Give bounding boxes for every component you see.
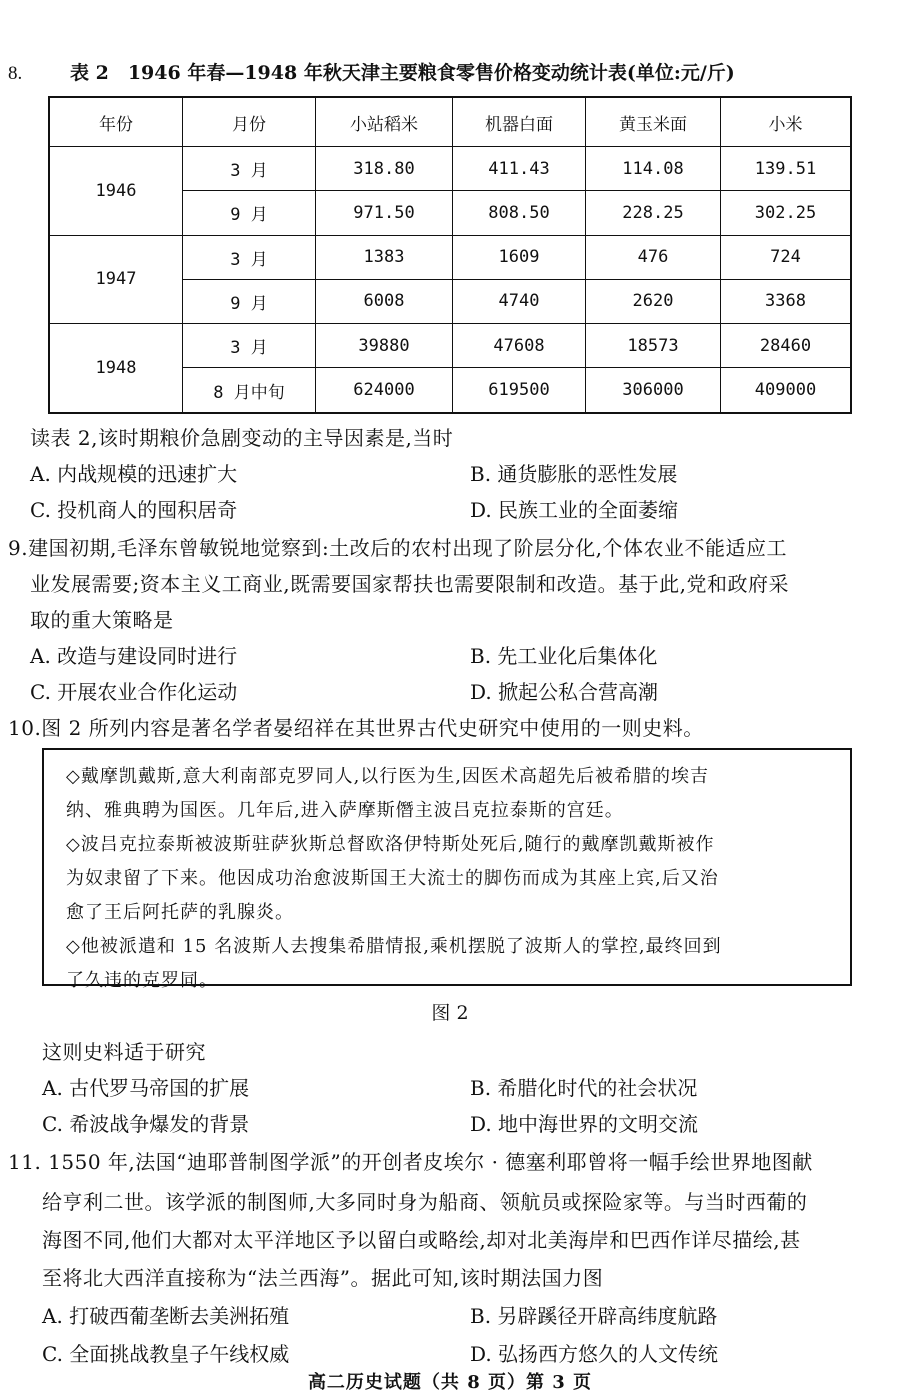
price-cell: 114.08	[586, 147, 721, 191]
price-cell: 808.50	[453, 191, 586, 235]
header-millet: 小米	[721, 97, 852, 147]
year-cell: 1946	[49, 147, 183, 236]
q9-option-b[interactable]: B. 先工业化后集体化	[470, 644, 658, 668]
price-cell: 409000	[721, 368, 852, 413]
q8-option-b[interactable]: B. 通货膨胀的恶性发展	[470, 462, 678, 486]
source-line: 为奴隶留了下来。他因成功治愈波斯国王大流士的脚伤而成为其座上宾,后又治	[66, 868, 719, 889]
price-cell: 411.43	[453, 147, 586, 191]
q10-option-d[interactable]: D. 地中海世界的文明交流	[470, 1112, 699, 1136]
year-cell: 1947	[49, 235, 183, 324]
price-cell: 28460	[721, 324, 852, 368]
q8-option-d[interactable]: D. 民族工业的全面萎缩	[470, 498, 679, 522]
table-title: 表 2 1946 年春—1948 年秋天津主要粮食零售价格变动统计表(单位:元/斤)	[70, 62, 735, 84]
month-cell: 9 月	[183, 279, 316, 323]
month-cell: 9 月	[183, 191, 316, 235]
price-cell: 3368	[721, 279, 852, 323]
table-row	[49, 147, 851, 191]
source-line: 纳、雅典聘为国医。几年后,进入萨摩斯僭主波吕克拉泰斯的宫廷。	[66, 800, 624, 821]
header-corn: 黄玉米面	[586, 97, 721, 147]
price-cell: 1609	[453, 235, 586, 279]
q10-line: 10.图 2 所列内容是著名学者晏绍祥在其世界古代史研究中使用的一则史料。	[8, 716, 704, 740]
q8-number: 8.	[8, 63, 23, 84]
price-cell: 139.51	[721, 147, 852, 191]
table-row	[49, 235, 851, 279]
price-cell: 228.25	[586, 191, 721, 235]
page-footer: 高二历史试题（共 8 页）第 3 页	[307, 1372, 593, 1393]
q8-stem: 读表 2,该时期粮价急剧变动的主导因素是,当时	[30, 426, 454, 450]
grain-price-table	[48, 96, 852, 414]
q11-option-b[interactable]: B. 另辟蹊径开辟高纬度航路	[470, 1304, 718, 1328]
q11-option-c[interactable]: C. 全面挑战教皇子午线权威	[42, 1342, 290, 1366]
q10-stem: 这则史料适于研究	[42, 1040, 206, 1064]
price-cell: 724	[721, 235, 852, 279]
q8-option-a[interactable]: A. 内战规模的迅速扩大	[30, 462, 238, 486]
price-cell: 318.80	[316, 147, 453, 191]
q11-option-a[interactable]: A. 打破西葡垄断去美洲拓殖	[42, 1304, 290, 1328]
price-cell: 624000	[316, 368, 453, 413]
q9-line: 业发展需要;资本主义工商业,既需要国家帮扶也需要限制和改造。基于此,党和政府采	[30, 572, 789, 596]
q11-line: 给亨利二世。该学派的制图师,大多同时身为船商、领航员或探险家等。与当时西葡的	[42, 1190, 808, 1214]
price-cell: 39880	[316, 324, 453, 368]
q9-line: 取的重大策略是	[30, 608, 174, 632]
q10-option-a[interactable]: A. 古代罗马帝国的扩展	[42, 1076, 250, 1100]
price-cell: 18573	[586, 324, 721, 368]
source-line: ◇他被派遣和 15 名波斯人去搜集希腊情报,乘机摆脱了波斯人的掌控,最终回到	[66, 936, 722, 957]
q11-line: 11. 1550 年,法国“迪耶普制图学派”的开创者皮埃尔 · 德塞利耶曾将一幅手绘世界地图献	[8, 1150, 813, 1174]
q9-option-a[interactable]: A. 改造与建设同时进行	[30, 644, 238, 668]
price-cell: 6008	[316, 279, 453, 323]
header-flour: 机器白面	[453, 97, 586, 147]
price-cell: 619500	[453, 368, 586, 413]
price-cell: 302.25	[721, 191, 852, 235]
price-cell: 4740	[453, 279, 586, 323]
source-line: ◇戴摩凯戴斯,意大利南部克罗同人,以行医为生,因医术高超先后被希腊的埃吉	[66, 766, 710, 787]
price-cell: 1383	[316, 235, 453, 279]
q10-option-b[interactable]: B. 希腊化时代的社会状况	[470, 1076, 698, 1100]
price-cell: 971.50	[316, 191, 453, 235]
table-row	[49, 324, 851, 368]
q9-option-c[interactable]: C. 开展农业合作化运动	[30, 680, 238, 704]
source-line: 愈了王后阿托萨的乳腺炎。	[66, 902, 294, 923]
month-cell: 3 月	[183, 324, 316, 368]
q8-option-c[interactable]: C. 投机商人的囤积居奇	[30, 498, 238, 522]
price-cell: 2620	[586, 279, 721, 323]
q11-option-d[interactable]: D. 弘扬西方悠久的人文传统	[470, 1342, 719, 1366]
q8-title	[8, 58, 735, 85]
q9-line: 9.建国初期,毛泽东曾敏锐地觉察到:土改后的农村出现了阶层分化,个体农业不能适应工	[8, 536, 788, 560]
q10-option-c[interactable]: C. 希波战争爆发的背景	[42, 1112, 250, 1136]
q9-option-d[interactable]: D. 掀起公私合营高潮	[470, 680, 659, 704]
year-cell: 1948	[49, 324, 183, 413]
header-rice: 小站稻米	[316, 97, 453, 147]
month-cell: 3 月	[183, 235, 316, 279]
q11-line: 海图不同,他们大都对太平洋地区予以留白或略绘,却对北美海岸和巴西作详尽描绘,甚	[42, 1228, 801, 1252]
q11-line: 至将北大西洋直接称为“法兰西海”。据此可知,该时期法国力图	[42, 1266, 604, 1290]
figure-caption: 图 2	[431, 1002, 469, 1024]
table-header-row	[49, 97, 851, 147]
header-year: 年份	[49, 97, 183, 147]
source-line: ◇波吕克拉泰斯被波斯驻萨狄斯总督欧洛伊特斯处死后,随行的戴摩凯戴斯被作	[66, 834, 715, 855]
month-cell: 3 月	[183, 147, 316, 191]
source-line: 了久违的克罗同。	[66, 970, 218, 991]
source-box	[42, 748, 852, 991]
price-cell: 306000	[586, 368, 721, 413]
month-cell: 8 月中旬	[183, 368, 316, 413]
price-cell: 476	[586, 235, 721, 279]
price-cell: 47608	[453, 324, 586, 368]
header-month: 月份	[183, 97, 316, 147]
